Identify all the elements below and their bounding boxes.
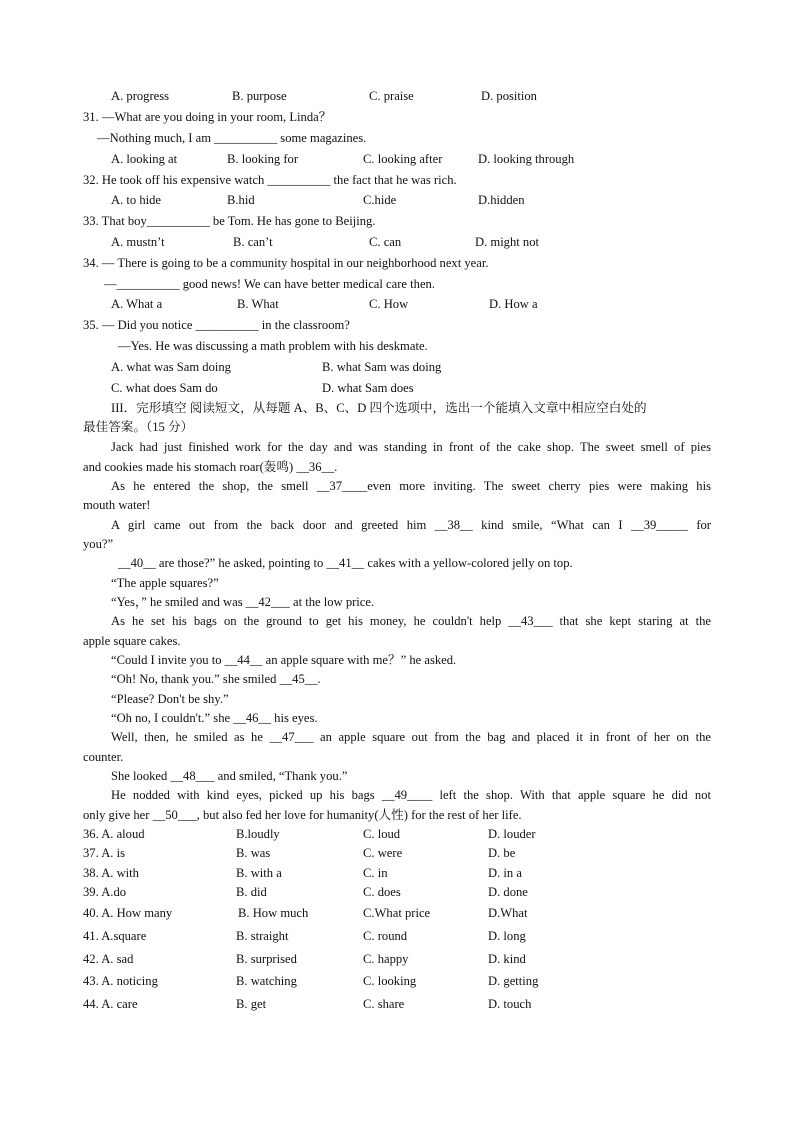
passage-text: counter.: [83, 750, 124, 764]
question-text: —__________ good news! We can have better medical care then.: [104, 277, 435, 291]
passage-text: As he entered the shop, the smell __37____even more inviting. The sweet cherry pies were making his: [111, 479, 711, 493]
passage-text: A girl came out from the back door and greeted him __38__ kind smile, “What can I __39_____ for: [111, 518, 711, 532]
option-b: B. What: [237, 297, 279, 311]
option-a: 39. A.do: [83, 885, 127, 899]
option-c: C. round: [363, 929, 408, 943]
option-c: C. happy: [363, 952, 409, 966]
option-d: D. long: [488, 929, 526, 943]
option-d: D. done: [488, 885, 528, 899]
option-d: D.hidden: [478, 193, 525, 207]
option-b: B. get: [236, 997, 267, 1011]
option-d: D. might not: [475, 235, 540, 249]
option-a: A. to hide: [111, 193, 162, 207]
option-b: B. surprised: [236, 952, 297, 966]
question-text: —Nothing much, I am __________ some magazines.: [97, 131, 367, 145]
option-d: D. looking through: [478, 152, 575, 166]
passage-text: “Oh no, I couldn't.” she __46__ his eyes.: [111, 711, 318, 725]
option-b: B. How much: [238, 906, 309, 920]
option-d: D. kind: [488, 952, 526, 966]
option-b: B. with a: [236, 866, 282, 880]
option-b: B. looking for: [227, 152, 299, 166]
question-text: 32. He took off his expensive watch __________ the fact that he was rich.: [83, 173, 457, 187]
passage-text: She looked __48___ and smiled, “Thank you.”: [111, 769, 348, 783]
passage-text: “The apple squares?”: [111, 576, 219, 590]
passage-text: “Yes，” he smiled and was __42___ at the low price.: [111, 595, 375, 609]
option-d: D. in a: [488, 866, 522, 880]
option-d: D. what Sam does: [322, 381, 414, 395]
option-b: B. what Sam was doing: [322, 360, 442, 374]
option-c: C. share: [363, 997, 405, 1011]
passage-text: Jack had just finished work for the day and was standing in front of the cake shop. The sweet smell of pies: [111, 440, 711, 454]
option-c: C. does: [363, 885, 401, 899]
passage-text: Well, then, he smiled as he __47___ an apple square out from the bag and placed it in front of her on the: [111, 730, 711, 744]
option-c: C. loud: [363, 827, 401, 841]
option-d: D. How a: [489, 297, 538, 311]
option-a: 44. A. care: [83, 997, 138, 1011]
question-text: 33. That boy__________ be Tom. He has gone to Beijing.: [83, 214, 376, 228]
passage-text: “Oh! No, thank you.” she smiled __45__.: [111, 672, 321, 686]
option-a: 41. A.square: [83, 929, 147, 943]
passage-text: As he set his bags on the ground to get his money, he couldn't help __43___ that she kept staring at the: [111, 614, 711, 628]
option-a: 40. A. How many: [83, 906, 173, 920]
passage-text: only give her __50___, but also fed her love for humanity(人性) for the rest of her life.: [83, 808, 522, 822]
question-text: 34. — There is going to be a community hospital in our neighborhood next year.: [83, 256, 489, 270]
passage-text: “Could I invite you to __44__ an apple square with me？” he asked.: [111, 653, 457, 667]
option-c: C. praise: [369, 89, 414, 103]
option-a: A. progress: [111, 89, 170, 103]
option-b: B.loudly: [236, 827, 280, 841]
option-c: C. were: [363, 846, 403, 860]
option-d: D. getting: [488, 974, 539, 988]
option-b: B. was: [236, 846, 271, 860]
section-title: 最佳答案。（15 分）: [83, 420, 194, 434]
question-text: 35. — Did you notice __________ in the classroom?: [83, 318, 350, 332]
option-c: C. in: [363, 866, 388, 880]
option-b: B. purpose: [232, 89, 287, 103]
option-a: A. what was Sam doing: [111, 360, 231, 374]
option-a: 36. A. aloud: [83, 827, 145, 841]
option-a: 42. A. sad: [83, 952, 134, 966]
passage-text: mouth water!: [83, 498, 151, 512]
option-a: 37. A. is: [83, 846, 125, 860]
option-a: A. looking at: [111, 152, 178, 166]
option-d: D. louder: [488, 827, 536, 841]
option-b: B. did: [236, 885, 267, 899]
option-d: D. be: [488, 846, 516, 860]
option-c: C.What price: [363, 906, 431, 920]
option-c: C. can: [369, 235, 402, 249]
option-c: C. looking after: [363, 152, 443, 166]
option-c: C. what does Sam do: [111, 381, 218, 395]
passage-text: and cookies made his stomach roar(轰鸣) __36__.: [83, 460, 338, 474]
section-title: III．完形填空 阅读短文，从每题 A、B、C、D 四个选项中，选出一个能填入文章中相应空白处的: [111, 401, 647, 415]
option-b: B.hid: [227, 193, 255, 207]
passage-text: “Please? Don't be shy.”: [111, 692, 229, 706]
passage-text: you?”: [83, 537, 114, 551]
option-c: C. looking: [363, 974, 417, 988]
passage-text: He nodded with kind eyes, picked up his bags __49____ left the shop. With that apple square he did not: [111, 788, 711, 802]
option-d: D. touch: [488, 997, 532, 1011]
option-b: B. straight: [236, 929, 289, 943]
option-a: A. What a: [111, 297, 163, 311]
question-text: 31. —What are you doing in your room, Linda？: [83, 110, 332, 124]
option-b: B. can’t: [233, 235, 273, 249]
option-a: A. mustn’t: [111, 235, 165, 249]
option-a: 38. A. with: [83, 866, 139, 880]
option-d: D. position: [481, 89, 537, 103]
option-d: D.What: [488, 906, 528, 920]
option-b: B. watching: [236, 974, 297, 988]
option-a: 43. A. noticing: [83, 974, 158, 988]
passage-text: apple square cakes.: [83, 634, 181, 648]
passage-text: __40__ are those?” he asked, pointing to __41__ cakes with a yellow-colored jelly on top.: [118, 556, 573, 570]
option-c: C. How: [369, 297, 409, 311]
question-text: —Yes. He was discussing a math problem with his deskmate.: [118, 339, 428, 353]
option-c: C.hide: [363, 193, 397, 207]
